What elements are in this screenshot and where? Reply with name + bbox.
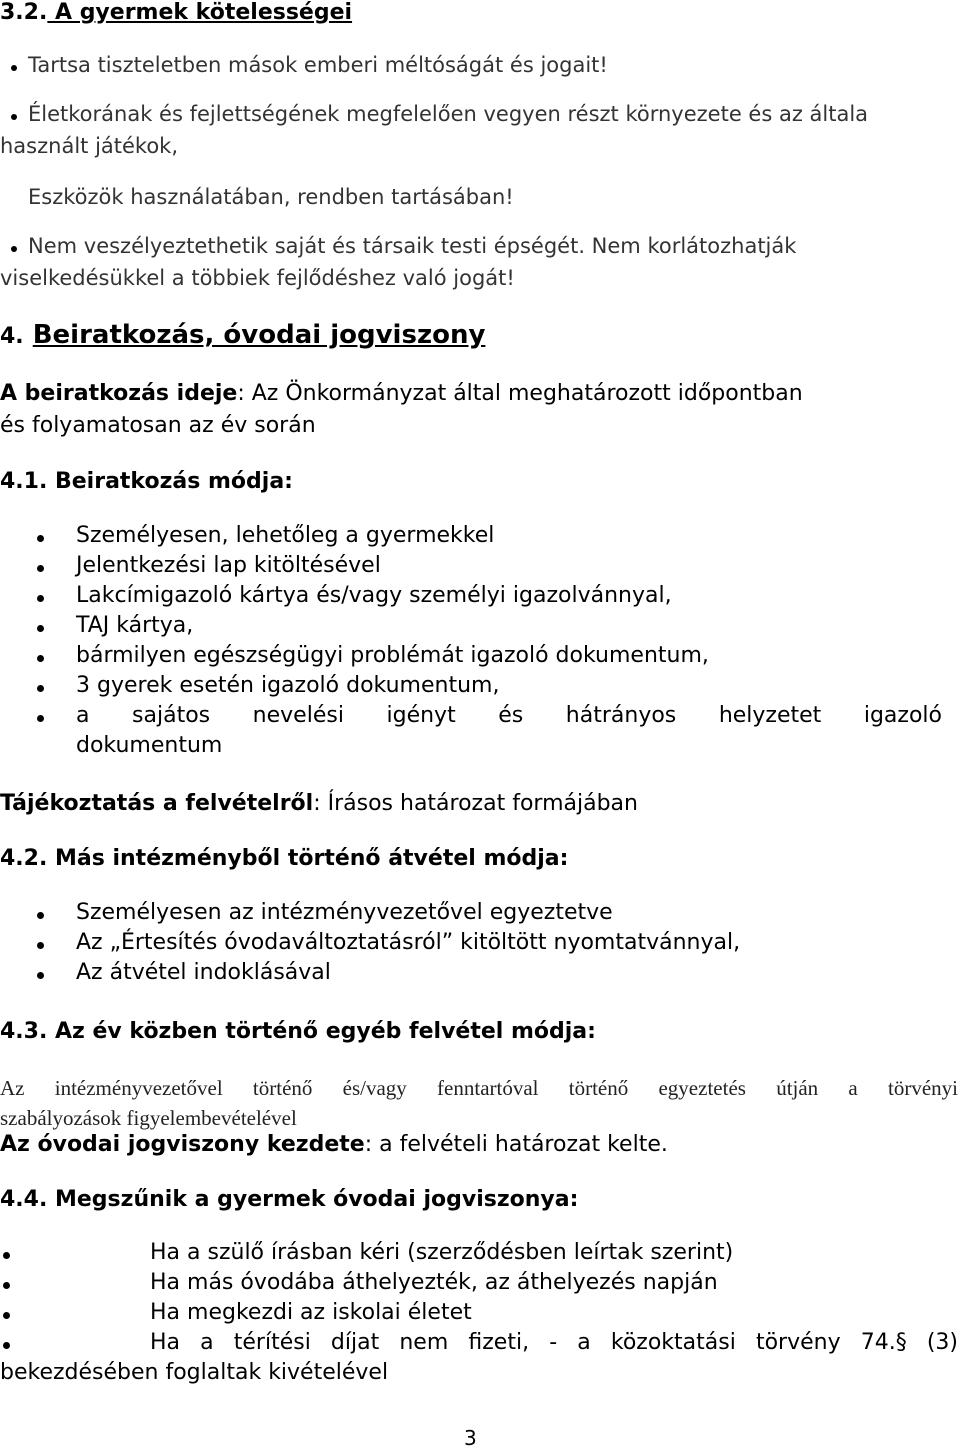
bullet-icon <box>37 972 44 979</box>
bullet-icon <box>3 1312 10 1319</box>
list-item: bármilyen egészségügyi problémát igazoló dokumentum, <box>76 643 709 668</box>
bullet-icon <box>37 565 44 572</box>
list-item: Tartsa tiszteletben mások emberi méltóságát és jogait! <box>28 53 608 77</box>
section-title: A gyermek kötelességei <box>47 0 353 25</box>
list-item-continuation: bekezdésében foglaltak kivételével <box>0 1360 389 1385</box>
bullet-icon <box>3 1342 10 1349</box>
bullet-icon <box>11 246 17 252</box>
bullet-icon <box>11 65 17 71</box>
section-4-3-heading: 4.3. Az év közben történő egyéb felvétel módja: <box>0 1019 596 1044</box>
enrollment-time <box>0 381 803 406</box>
list-item: Nem veszélyeztethetik saját és társaik testi épségét. Nem korlátozhatják <box>28 234 797 258</box>
list-item: Ha más óvodába áthelyezték, az áthelyezés napján <box>150 1270 718 1295</box>
section-number: 3.2. <box>0 0 48 25</box>
list-item: Életkorának és fejlettségének megfelelően vegyen részt környezete és az általa <box>28 102 869 126</box>
list-item: Ha a szülő írásban kéri (szerződésben leírtak szerint) <box>150 1240 734 1265</box>
list-item: a sajátos nevelési igényt és hátrányos helyzetet igazoló <box>76 703 942 728</box>
section-number: 4. <box>0 324 24 349</box>
list-item: Jelentkezési lap kitöltésével <box>76 553 381 578</box>
admission-info <box>0 791 638 816</box>
section-4-3-text-line2: szabályozások figyelembevételével <box>0 1106 297 1130</box>
list-item: Az átvétel indoklásával <box>76 960 331 985</box>
enrollment-time-value: : Az Önkormányzat által meghatározott időpontban <box>237 381 803 406</box>
bullet-icon <box>37 912 44 919</box>
legal-relationship-start-value: : a felvételi határozat kelte. <box>364 1132 668 1157</box>
bullet-icon <box>37 655 44 662</box>
list-item: Személyesen az intézményvezetővel egyeztetve <box>76 900 613 925</box>
bullet-icon <box>37 942 44 949</box>
enrollment-time-label: A beiratkozás ideje <box>0 381 238 406</box>
section-3-2-heading <box>0 0 352 25</box>
list-item: Az „Értesítés óvodaváltoztatásról” kitöltött nyomtatvánnyal, <box>76 930 741 955</box>
legal-relationship-start <box>0 1132 668 1157</box>
list-item-continuation: viselkedésükkel a többiek fejlődéshez való jogát! <box>0 266 515 290</box>
bullet-icon <box>37 625 44 632</box>
section-4-heading <box>0 320 485 350</box>
bullet-icon <box>37 535 44 542</box>
section-4-4-heading: 4.4. Megszűnik a gyermek óvodai jogviszonya: <box>0 1187 579 1212</box>
legal-relationship-start-label: Az óvodai jogviszony kezdete <box>0 1132 365 1157</box>
list-item: Lakcímigazoló kártya és/vagy személyi igazolvánnyal, <box>76 583 672 608</box>
bullet-icon <box>37 685 44 692</box>
section-4-2-heading: 4.2. Más intézményből történő átvétel módja: <box>0 846 569 871</box>
admission-info-value: : Írásos határozat formájában <box>313 791 638 816</box>
list-item: Ha megkezdi az iskolai életet <box>150 1300 472 1325</box>
bullet-icon <box>3 1252 10 1259</box>
section-title: Beiratkozás, óvodai jogviszony <box>32 320 486 350</box>
list-item-continuation: használt játékok, <box>0 134 179 158</box>
list-item: Személyesen, lehetőleg a gyermekkel <box>76 523 495 548</box>
bullet-icon <box>11 114 17 120</box>
list-item-continuation: dokumentum <box>76 733 223 758</box>
enrollment-time-line2: és folyamatosan az év során <box>0 413 316 438</box>
section-4-1-heading: 4.1. Beiratkozás módja: <box>0 469 293 494</box>
list-item: TAJ kártya, <box>76 613 194 638</box>
section-4-3-text: Az intézményvezetővel történő és/vagy fenntartóval történő egyeztetés útján a törvényi <box>0 1076 958 1100</box>
list-item: 3 gyerek esetén igazoló dokumentum, <box>76 673 500 698</box>
bullet-icon <box>37 715 44 722</box>
bullet-icon <box>37 595 44 602</box>
list-item: Eszközök használatában, rendben tartásában! <box>28 185 514 209</box>
admission-info-label: Tájékoztatás a felvételről <box>0 791 314 816</box>
page-number: 3 <box>464 1426 477 1450</box>
bullet-icon <box>3 1282 10 1289</box>
list-item: Ha a térítési díjat nem fizeti, - a közoktatási törvény 74.§ (3) <box>150 1330 958 1355</box>
